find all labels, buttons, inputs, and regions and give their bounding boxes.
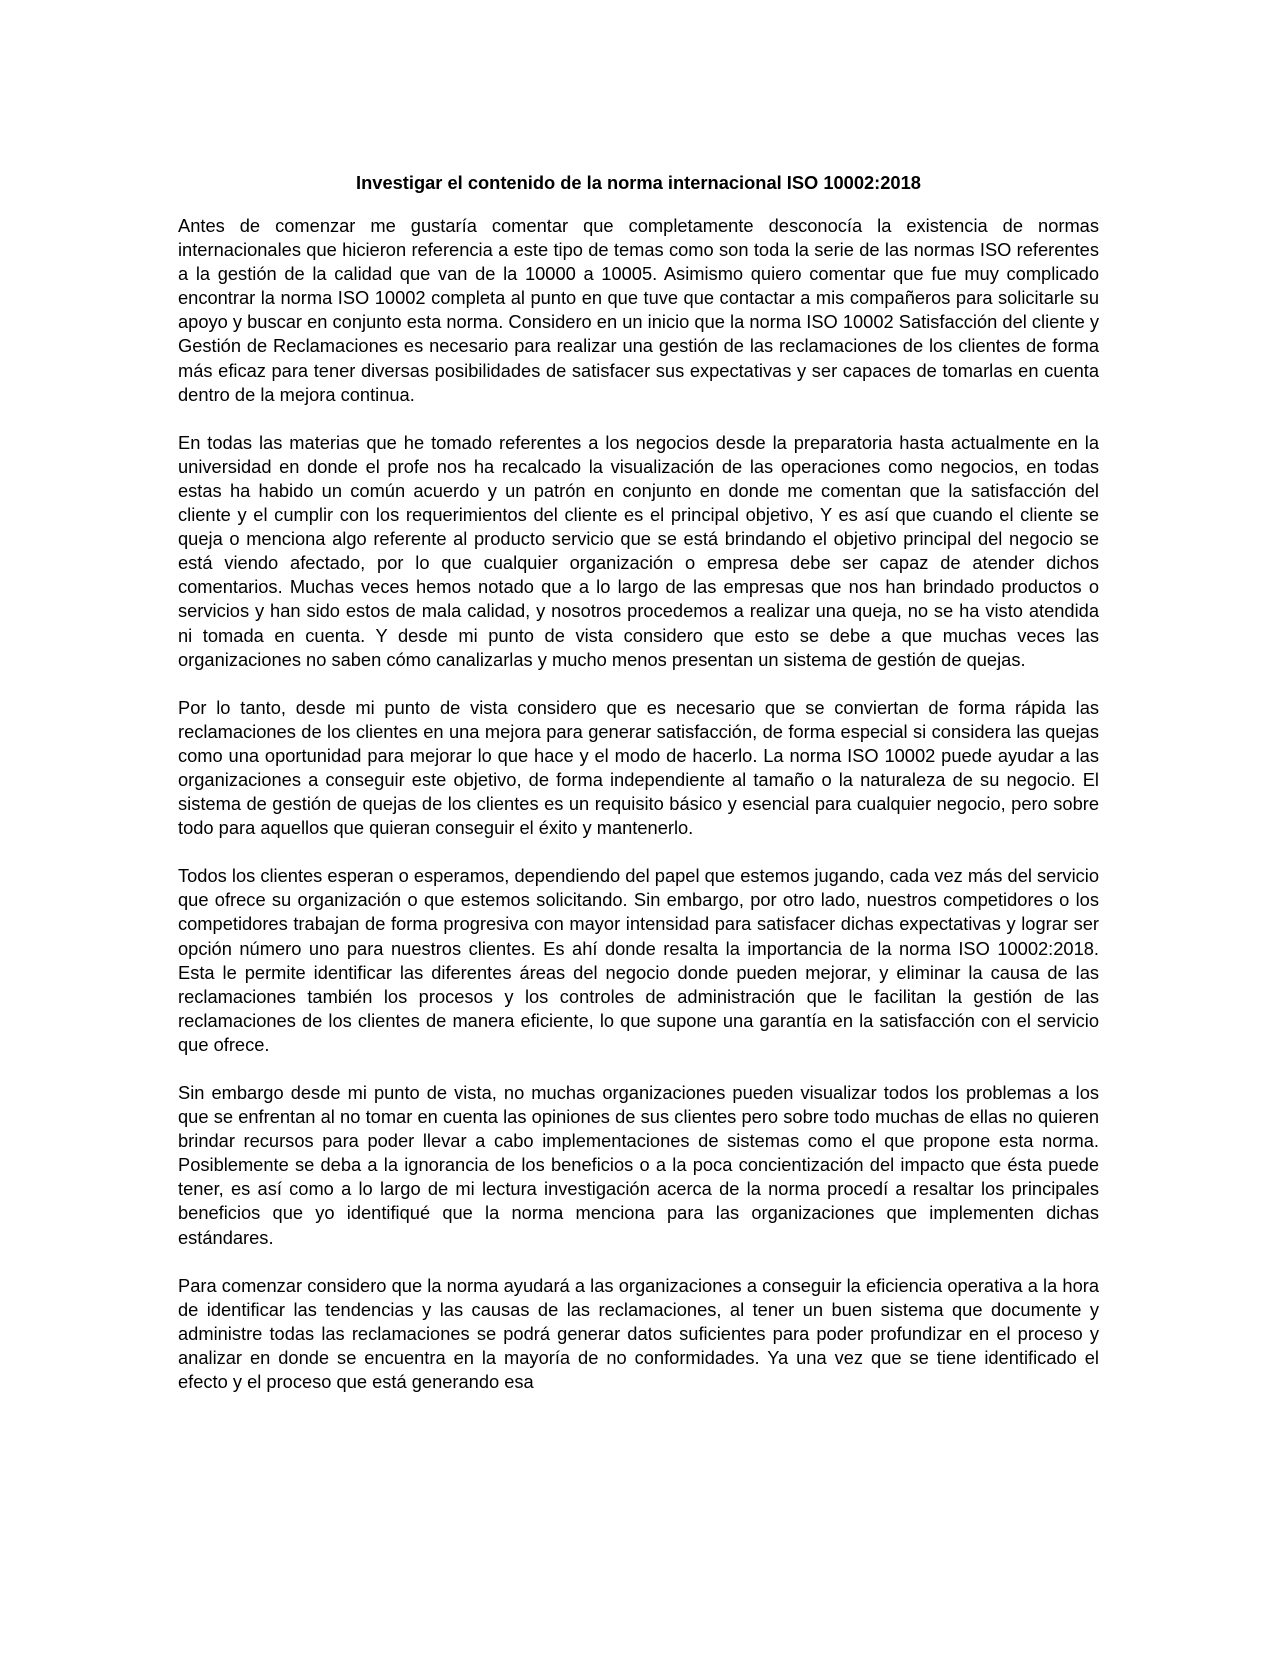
document-title: Investigar el contenido de la norma internacional ISO 10002:2018 — [356, 172, 921, 193]
paragraph-iso-10002-benefits: Por lo tanto, desde mi punto de vista considero que es necesario que se conviertan de forma rápida las reclamaciones de los clientes en una mejora para generar satisfacción, de forma especial si considera las quejas como una oportunidad para mejorar lo que hace y el modo de hacerlo. La norma ISO 10002 puede ayudar a las organizaciones a conseguir este objetivo, de forma independiente al tamaño o la naturaleza de su negocio. El sistema de gestión de quejas de los clientes es un requisito básico y esencial para cualquier negocio, pero sobre todo para aquellos que quieran conseguir el éxito y mantenerlo. — [178, 696, 1099, 839]
paragraph-customer-satisfaction: En todas las materias que he tomado referentes a los negocios desde la preparatoria hasta actualmente en la universidad en donde el profe nos ha recalcado la visualización de las operaciones como negocios, en todas estas ha habido un común acuerdo y un patrón en conjunto en donde me comentan que la satisfacción del cliente y el cumplir con los requerimientos del cliente es el principal objetivo, Y es así que cuando el cliente se queja o menciona algo referente al producto servicio que se está brindando el objetivo principal del negocio se está viendo afectado, por lo que cualquier organización o empresa debe ser capaz de atender dichos comentarios. Muchas veces hemos notado que a lo largo de las empresas que nos han brindado productos o servicios y han sido estos de mala calidad, y nosotros procedemos a realizar una queja, no se ha visto atendida ni tomada en cuenta. Y desde mi punto de vista considero que esto se debe a que muchas veces las organizaciones no saben cómo canalizarlas y mucho menos presentan un sistema de gestión de quejas. — [178, 431, 1099, 670]
paragraph-organizations-view: Sin embargo desde mi punto de vista, no muchas organizaciones pueden visualizar todos los problemas a los que se enfrentan al no tomar en cuenta las opiniones de sus clientes pero sobre todo muchas de ellas no quieren brindar recursos para poder llevar a cabo implementaciones de sistemas como el que propone esta norma. Posiblemente se deba a la ignorancia de los beneficios o a la poca concientización del impacto que ésta puede tener, es así como a lo largo de mi lectura investigación acerca de la norma procedí a resaltar los principales beneficios que yo identifiqué que la norma menciona para las organizaciones que implementen dichas estándares. — [178, 1082, 1099, 1248]
document-body — [178, 171, 1099, 1418]
paragraph-intro: Antes de comenzar me gustaría comentar que completamente desconocía la existencia de normas internacionales que hicieron referencia a este tipo de temas como son toda la serie de las normas ISO referentes a la gestión de la calidad que van de la 10000 a 10005. Asimismo quiero comentar que fue muy complicado encontrar la norma ISO 10002 completa al punto en que tuve que contactar a mis compañeros para solicitarle su apoyo y buscar en conjunto esta norma. Considero en un inicio que la norma ISO 10002 Satisfacción del cliente y Gestión de Reclamaciones es necesario para realizar una gestión de las reclamaciones de los clientes de forma más eficaz para tener diversas posibilidades de satisfacer sus expectativas y ser capaces de tomarlas en cuenta dentro de la mejora continua. — [178, 215, 1099, 405]
paragraph-competitors: Todos los clientes esperan o esperamos, dependiendo del papel que estemos jugando, cada vez más del servicio que ofrece su organización o que estemos solicitando. Sin embargo, por otro lado, nuestros competidores o los competidores trabajan de forma progresiva con mayor intensidad para satisfacer dichas expectativas y lograr ser opción número uno para nuestros clientes. Es ahí donde resalta la importancia de la norma ISO 10002:2018. Esta le permite identificar las diferentes áreas del negocio donde pueden mejorar, y eliminar la causa de las reclamaciones también los procesos y los controles de administración que le facilitan la gestión de las reclamaciones de los clientes de manera eficiente, lo que supone una garantía en la satisfacción con el servicio que ofrece. — [178, 865, 1099, 1055]
paragraph-operational-efficiency: Para comenzar considero que la norma ayudará a las organizaciones a conseguir la eficiencia operativa a la hora de identificar las tendencias y las causas de las reclamaciones, al tener un buen sistema que documente y administre todas las reclamaciones se podrá generar datos suficientes para poder profundizar en el proceso y analizar en donde se encuentra en la mayoría de no conformidades. Ya una vez que se tiene identificado el efecto y el proceso que está generando esa — [178, 1274, 1099, 1393]
